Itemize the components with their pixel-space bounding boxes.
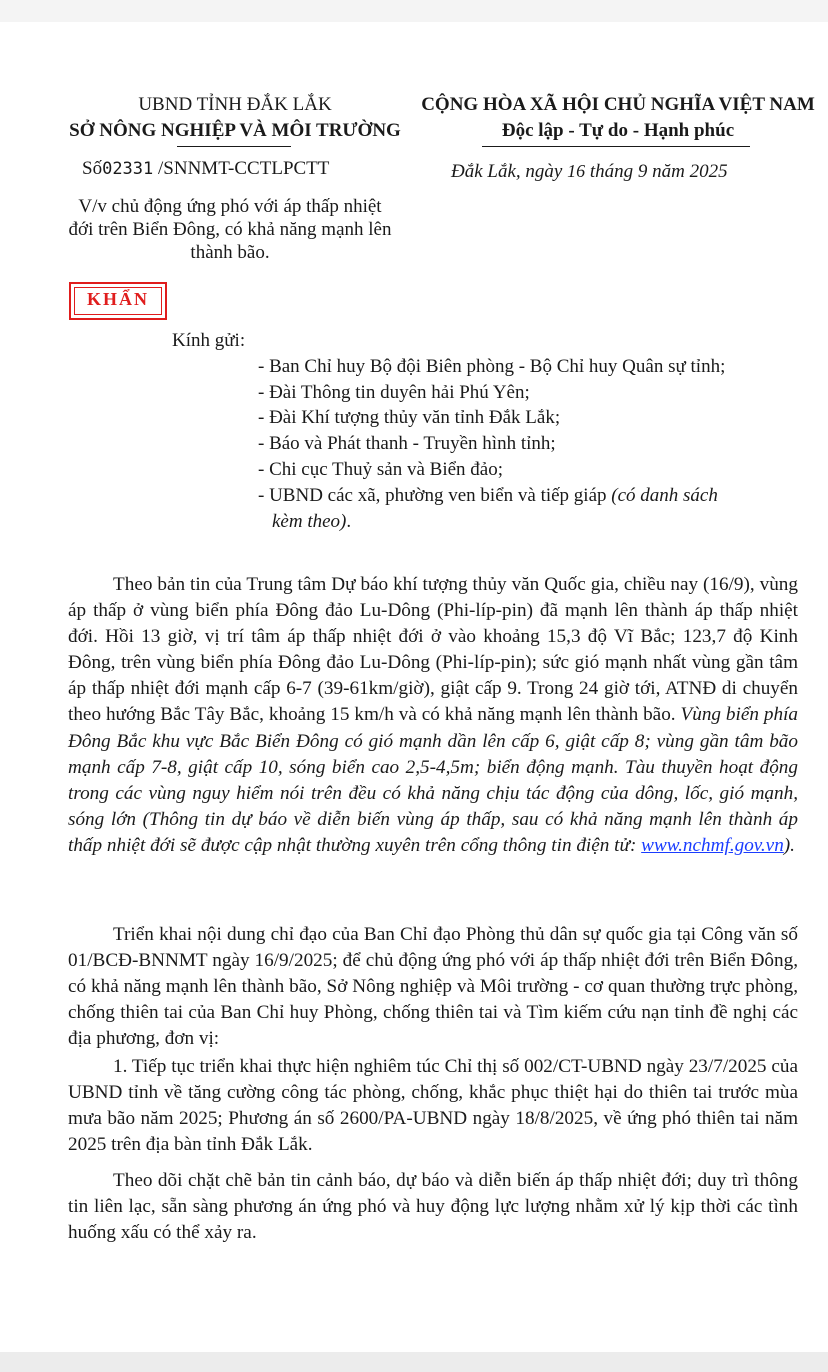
issuer-parent: UBND TỈNH ĐẮK LẮK [138, 94, 332, 115]
urgent-stamp [69, 282, 167, 320]
body-paragraph-item-1: 1. Tiếp tục triển khai thực hiện nghiêm túc Chỉ thị số 002/CT-UBND ngày 23/7/2025 của UBND tỉnh về tăng cường công tác phòng, chống, khắc phục thiệt hại do thiên tai trước mùa mưa bão năm 2025; Phương án số 2600/PA-UBND ngày 18/8/2025, về ứng phó thiên tai năm 2025 trên địa bàn tỉnh Đắk Lắk. [68, 1056, 798, 1156]
motto-underline [482, 146, 750, 147]
recipient-item: - Ban Chỉ huy Bộ đội Biên phòng - Bộ Chỉ huy Quân sự tỉnh; [258, 356, 726, 377]
document-number: Số02331 /SNNMT-CCTLPCTT [82, 158, 330, 179]
forecast-link[interactable]: www.nchmf.gov.vn [641, 834, 784, 856]
national-title: CỘNG HÒA XÃ HỘI CHỦ NGHĨA VIỆT NAM [421, 94, 815, 115]
recipient-item-last: - UBND các xã, phường ven biển và tiếp giáp (có danh sách [258, 485, 718, 506]
recipient-item-last-cont: kèm theo). [272, 511, 352, 532]
salutation: Kính gửi: [172, 330, 246, 351]
issuer-underline [177, 146, 291, 147]
subject-line-2: đới trên Biển Đông, có khả năng mạnh lên [68, 219, 392, 240]
urgent-stamp-label: KHẨN [87, 289, 149, 309]
subject-line-3: thành bão. [190, 242, 270, 263]
top-margin [0, 0, 828, 22]
recipient-item: - Đài Khí tượng thủy văn tỉnh Đắk Lắk; [258, 407, 561, 428]
recipient-item: - Đài Thông tin duyên hải Phú Yên; [258, 382, 530, 403]
recipient-item: - Chi cục Thuỷ sản và Biển đảo; [258, 459, 504, 480]
document-date: Đắk Lắk, ngày 16 tháng 9 năm 2025 [451, 161, 728, 182]
body-paragraph-monitoring: Theo dõi chặt chẽ bản tin cảnh báo, dự báo và diễn biến áp thấp nhiệt đới; duy trì thông tin liên lạc, sẵn sàng phương án ứng phó và huy động lực lượng nhằm xử lý kịp thời các tình huống xấu có thể xảy ra. [68, 1170, 798, 1244]
national-motto: Độc lập - Tự do - Hạnh phúc [501, 120, 735, 141]
issuer-name: SỞ NÔNG NGHIỆP VÀ MÔI TRƯỜNG [69, 120, 401, 141]
bottom-margin [0, 1352, 828, 1372]
subject-line-1: V/v chủ động ứng phó với áp thấp nhiệt [78, 196, 382, 217]
recipient-item: - Báo và Phát thanh - Truyền hình tỉnh; [258, 433, 556, 454]
body-paragraph-forecast: Theo bản tin của Trung tâm Dự báo khí tượng thủy văn Quốc gia, chiều nay (16/9), vùng áp thấp ở vùng biển phía Đông đảo Lu-Dông (Phi-líp-pin) đã mạnh lên thành áp thấp nhiệt đới. Hồi 13 giờ, vị trí tâm áp thấp nhiệt đới ở vào khoảng 15,3 độ Vĩ Bắc; 123,7 độ Kinh Đông, trên vùng biển phía Đông đảo Lu-Dông (Phi-líp-pin); sức gió mạnh nhất vùng gần tâm áp thấp nhiệt đới mạnh cấp 6-7 (39-61km/giờ), giật cấp 9. Trong 24 giờ tới, ATNĐ di chuyển theo hướng Bắc Tây Bắc, khoảng 15 km/h và có khả năng mạnh lên thành bão. Vùng biển phía Đông Bắc khu vực Bắc Biển Đông có gió mạnh dần lên cấp 6, giật cấp 8; vùng gần tâm bão mạnh cấp 7-8, giật cấp 10, sóng biển cao 2,5-4,5m; biển động mạnh. Tàu thuyền hoạt động trong các vùng nguy hiểm nói trên đều có khả năng chịu tác động của dông, lốc, gió mạnh, sóng lớn (Thông tin dự báo về diễn biến vùng áp thấp, sau có khả năng mạnh lên thành áp thấp nhiệt đới sẽ được cập nhật thường xuyên trên cổng thông tin điện tử: www.nchmf.gov.vn). [68, 574, 798, 856]
body-paragraph-directive: Triển khai nội dung chỉ đạo của Ban Chỉ đạo Phòng thủ dân sự quốc gia tại Công văn số 01/BCĐ-BNNMT ngày 16/9/2025; để chủ động ứng phó với áp thấp nhiệt đới trên Biển Đông, có khả năng mạnh lên thành bão, Sở Nông nghiệp và Môi trường - cơ quan thường trực phòng, chống thiên tai của Ban Chỉ huy Phòng, chống thiên tai và Tìm kiếm cứu nạn tỉnh đề nghị các địa phương, đơn vị: [68, 924, 798, 1050]
